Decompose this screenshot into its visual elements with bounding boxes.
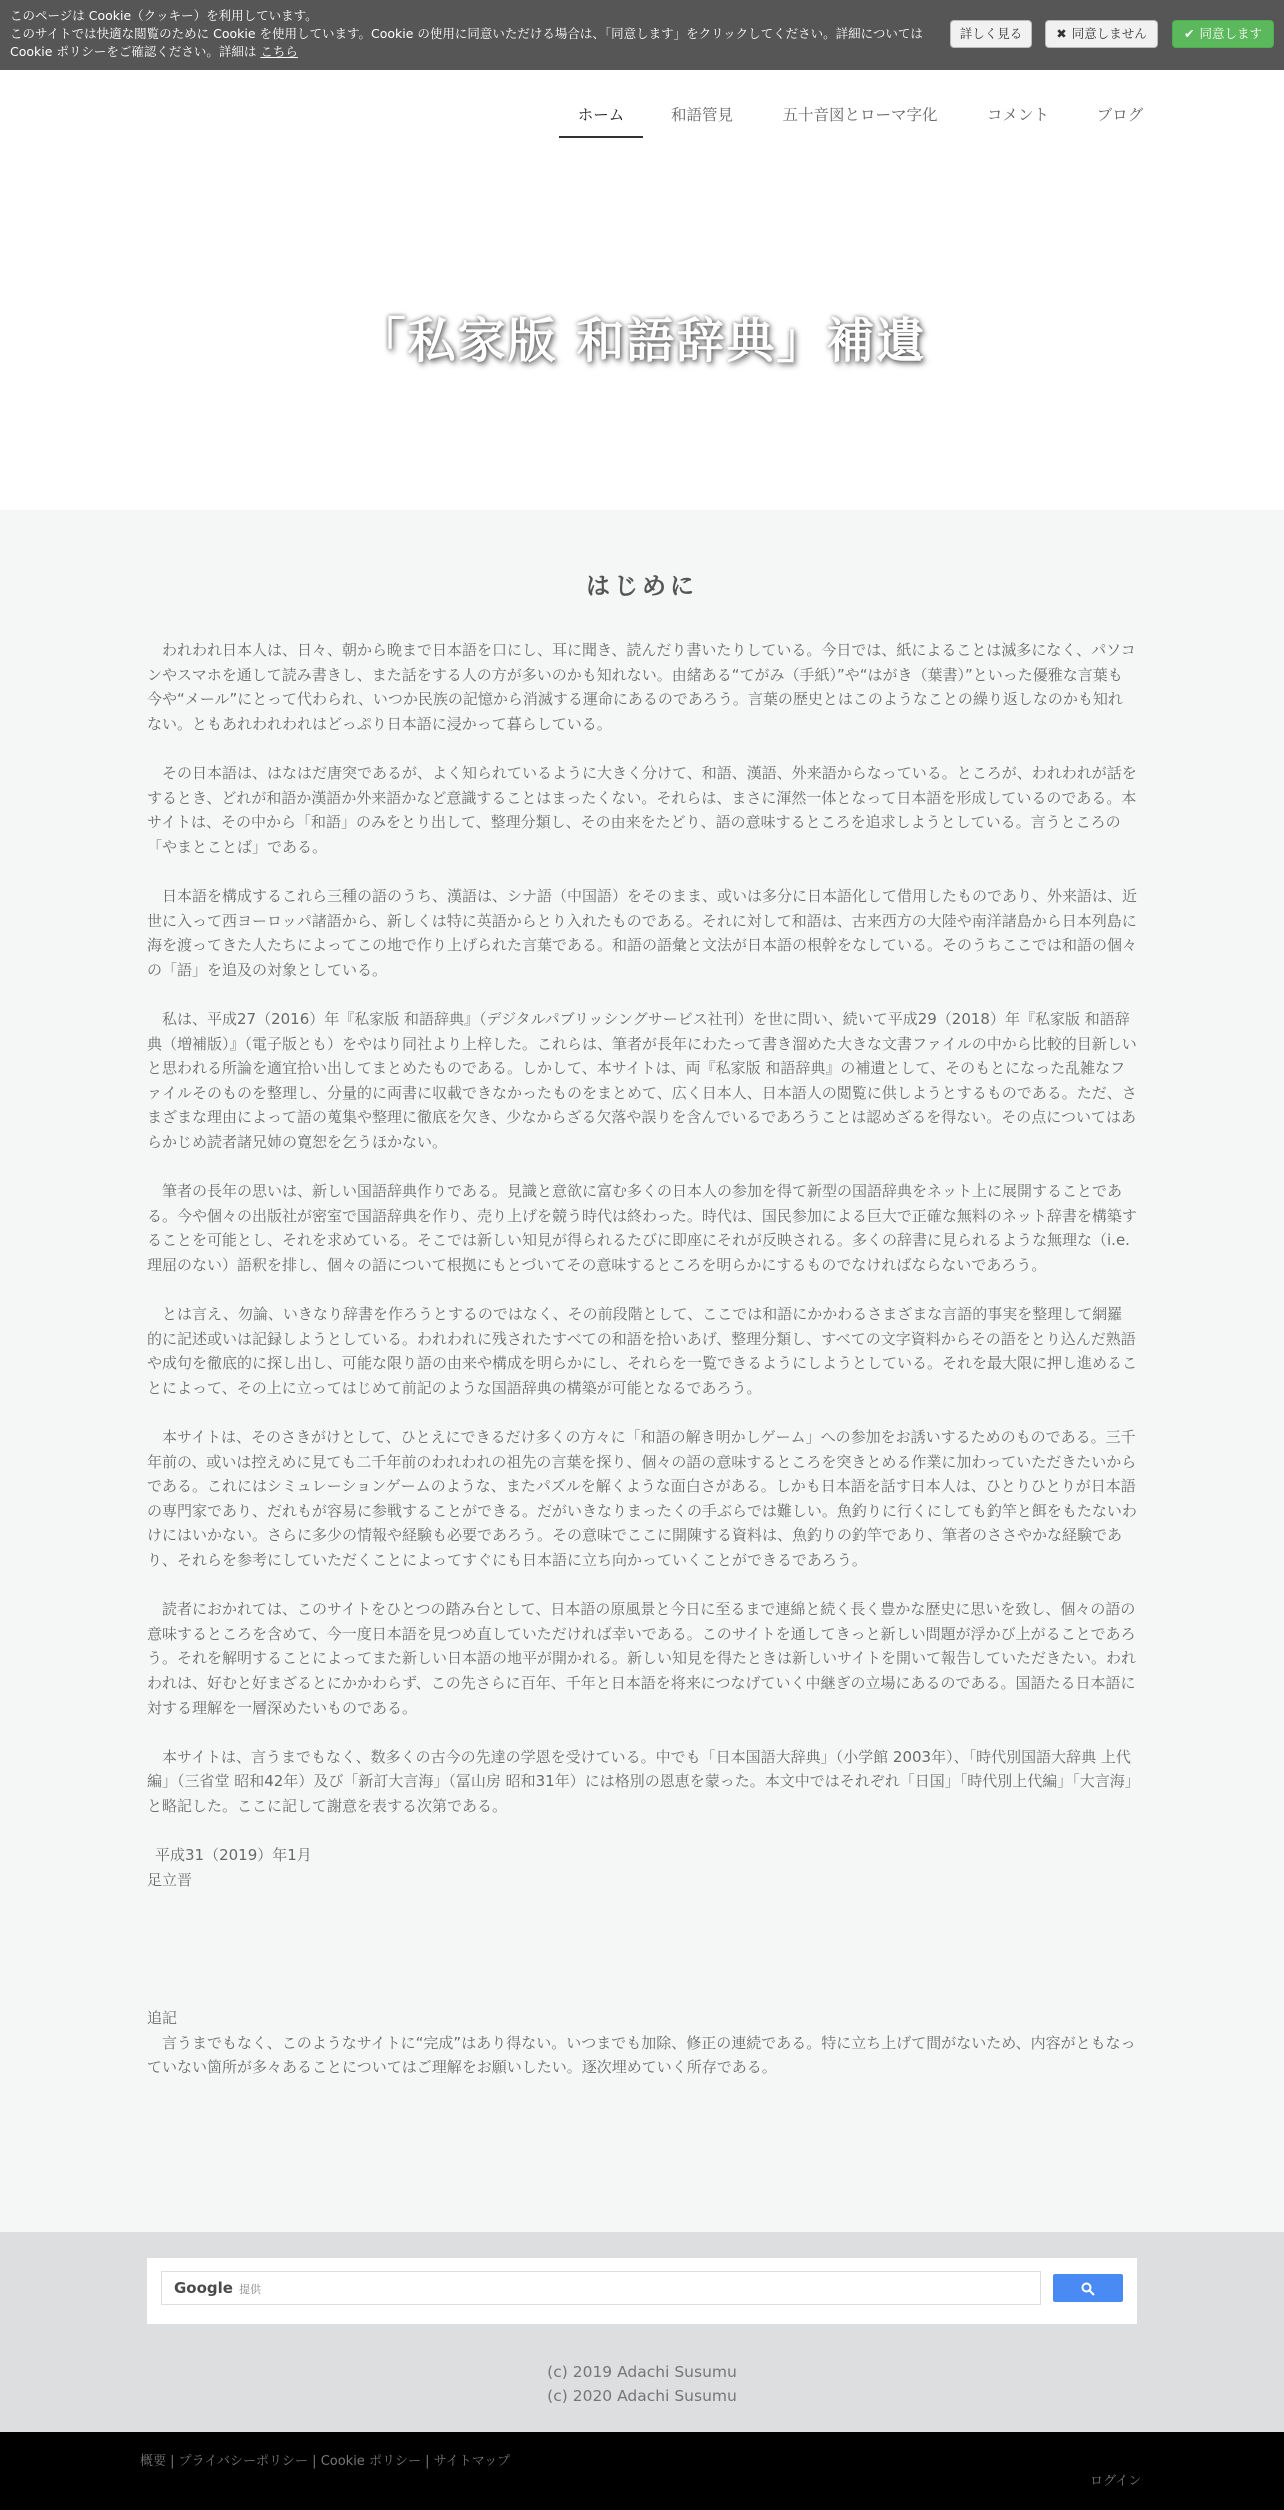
paragraph: とは言え、勿論、いきなり辞書を作ろうとするのではなく、その前段階として、ここでは和語にかかわるさまざまな言語的事実を整理して網羅的に記述或いは記録しようとしている。われわれに残されたすべての和語を拾いあげ、整理分類し、すべての文字資料からその語をとり込んだ熟語や成句を徹底的に探し出し、可能な限り語の由来や構成を明らかにし、それらを一覧できるようにしようとしている。それを最大限に押し進めることによって、その上に立ってはじめて前記のような国語辞典の構築が可能となるであろう。 — [147, 1305, 1138, 1397]
paragraph: われわれ日本人は、日々、朝から晩まで日本語を口にし、耳に聞き、読んだり書いたりしている。今日では、紙によることは滅多になく、パソコンやスマホを通して読み書きし、また話をする人の方が多いのかも知れない。由緒ある“てがみ（手紙）”や“はがき（葉書）”といった優雅な言葉も今や“メール”にとって代わられ、いつか民族の記憶から消滅する運命にあるのであろう。言葉の歴史とはこのようなことの繰り返しなのかも知れない。ともあれわれわれはどっぷり日本語に浸かって暮らしている。 — [147, 641, 1136, 733]
nav-item-gojuon[interactable]: 五十音図とローマ字化 — [782, 106, 938, 124]
signature-date: 平成31（2019）年1月 — [155, 1846, 312, 1865]
postscript-heading: 追記 — [147, 2009, 178, 2028]
check-icon: ✔ — [1184, 26, 1195, 41]
cookie-text — [10, 7, 940, 61]
cookie-line-1: このページは Cookie（クッキー）を利用しています。 — [10, 8, 318, 23]
footer-link-privacy[interactable]: プライバシーポリシー — [178, 2454, 309, 2469]
nav-item-comment[interactable]: コメント — [986, 106, 1049, 124]
paragraph: 筆者の長年の思いは、新しい国語辞典作りである。見識と意欲に富む多くの日本人の参加を得て新型の国語辞典をネット上に展開することである。今や個々の出版社が密室で国語辞典を作り、売り上げを競う時代は終わった。時代は、国民参加による巨大で正確な無料のネット辞書を構築することを可能とし、それを求めている。そこでは新しい知見が得られるたびに即座にそれが反映される。多くの辞書に見られるような無理な（i.e.理屈のない）語釈を排し、個々の語について根拠にもとづいてその意味するところを明らかにするものでなければならないであろう。 — [147, 1182, 1137, 1274]
copyright-line: (c) 2019 Adachi Susumu — [547, 2363, 737, 2381]
footer-separator: | — [420, 2454, 434, 2469]
login-link[interactable]: ログイン — [1090, 2474, 1142, 2489]
intro-content — [147, 638, 1137, 2105]
paragraph: 日本語を構成するこれら三種の語のうち、漢語は、シナ語（中国語）をそのまま、或いは多分に日本語化して借用したものであり、外来語は、近世に入って西ヨーロッパ諸語から、新しくは特に英語からとり入れたものである。それに対して和語は、古来西方の大陸や南洋諸島から日本列島に海を渡ってきた人たちによってこの地で作り上げられた言葉である。和語の語彙と文法が日本語の根幹をなしている。そのうちここでは和語の個々の「語」を追及の対象としている。 — [147, 886, 1138, 979]
search-icon — [1081, 2282, 1095, 2296]
nav-item-home[interactable]: ホーム — [559, 100, 643, 138]
cookie-line-2: このサイトでは快適な閲覧のために Cookie を使用しています。Cookie の使用に同意いただける場合は、「同意します」をクリックしてください。詳細については Cookie ポリシーをご確認ください。詳細は — [10, 26, 923, 59]
footer-links — [140, 2450, 510, 2469]
cookie-accept-button[interactable] — [1172, 20, 1274, 48]
paragraph: その日本語は、はなはだ唐突であるが、よく知られているように大きく分けて、和語、漢語、外来語からなっている。ところが、われわれが話をするとき、どれが和語か漢語か外来語かなど意識することはまったくない。それらは、まさに渾然一体となって日本語を形成しているのである。本サイトは、その中から「和語」のみをとり出して、整理分類し、その由来をたどり、語の意味するところを追求しようとしている。言うところの「やまとことば」である。 — [147, 763, 1137, 856]
cookie-details-label: 詳しく見る — [959, 26, 1023, 41]
hero-title: 「私家版 和語辞典」補遺 — [357, 313, 927, 369]
footer-link-overview[interactable]: 概要 — [140, 2454, 167, 2469]
search-button[interactable] — [1053, 2274, 1123, 2302]
main-nav — [0, 100, 1284, 140]
footer — [0, 2432, 1284, 2510]
copyright-line: (c) 2020 Adachi Susumu — [547, 2387, 737, 2405]
footer-separator: | — [166, 2454, 179, 2469]
cookie-accept-label: 同意します — [1199, 26, 1262, 41]
signature-author: 足立晋 — [147, 1870, 193, 1889]
x-icon: ✖ — [1056, 26, 1067, 41]
paragraph: 本サイトは、そのさきがけとして、ひとえにできるだけ多くの方々に「和語の解き明かしゲーム」への参加をお誘いするためのものである。三千年前の、或いは控えめに見ても二千年前のわれわれの祖先の言葉を探り、個々の語の意味するところを突きとめる作業に加わっていただきたいからである。これにはシミュレーションゲームのような、またパズルを解くような面白さがある。しかも日本語を話す日本人は、ひとりひとりが日本語の専門家であり、だれもが容易に参戦することができる。だがいきなりまったくの手ぶらでは難しい。魚釣りに行くにしても釣竿と餌をもたないわけにはいかない。さらに多少の情報や経験も必要であろう。その意味でここに開陳する資料は、魚釣りの釣竿であり、筆者のささやかな経験であり、それらを参考にしていただくことによってすぐにも日本語に立ち向かっていくことができるであろう。 — [147, 1428, 1137, 1569]
search-section — [0, 2232, 1284, 2432]
copyright — [0, 2360, 1284, 2408]
search-box — [147, 2258, 1137, 2324]
nav-item-wago-kanken[interactable]: 和語管見 — [670, 106, 733, 124]
nav-item-blog[interactable]: ブログ — [1096, 106, 1144, 124]
main-section — [0, 510, 1284, 2232]
paragraph: 私は、平成27（2016）年『私家版 和語辞典』（デジタルパブリッシングサービス社刊）を世に問い、続いて平成29（2018）年『私家版 和語辞典（増補版）』（電子版とも）をやはり同社より上梓した。これらは、筆者が長年にわたって書き溜めた大きな文書ファイルの中から比較的目新しいと思われる所論を適宜拾い出してまとめたものである。しかして、本サイトは、両『私家版 和語辞典』の補遺として、そのもとになった乱雑なファイルそのものを整理し、分量的に両書に収載できなかったものをまとめて、広く日本人、日本語人の閲覧に供しようとするものである。ただ、さまざまな理由によって語の蒐集や整理に徹底を欠き、少なからざる欠落や誤りを含んでいるであろうことは認めざるを得ない。その点についてはあらかじめ読者諸兄姉の寛恕を乞うほかない。 — [147, 1009, 1137, 1151]
google-logo: Google — [174, 2279, 233, 2297]
paragraph: 本サイトは、言うまでもなく、数多くの古今の先達の学恩を受けている。中でも「日本国語大辞典」（小学館 2003年）、「時代別国語大辞典 上代編」（三省堂 昭和42年）及び「新訂大言海」（冨山房 昭和31年）には格別の恩恵を蒙った。本文中ではそれぞれ「日国」「時代別上代編」「大言海」と略記した。ここに記して謝意を表する次第である。 — [147, 1747, 1133, 1815]
cookie-details-button[interactable] — [950, 20, 1032, 48]
footer-link-sitemap[interactable]: サイトマップ — [433, 2454, 511, 2469]
footer-link-cookie-policy[interactable]: Cookie ポリシー — [320, 2454, 421, 2469]
search-placeholder: 提供 — [238, 2283, 261, 2296]
section-title: はじめに — [586, 572, 698, 600]
cookie-details-link[interactable]: こちら — [260, 44, 298, 59]
cookie-banner — [0, 0, 1284, 70]
paragraph: 読者におかれては、このサイトをひとつの踏み台として、日本語の原風景と今日に至るまで連綿と続く長く豊かな歴史に思いを致し、個々の語の意味するところを含めて、今一度日本語を見つめ直していただければ幸いである。このサイトを通してきっと新しい問題が浮かび上がることであろう。それを解明することによってまた新しい日本語の地平が開かれる。新しい知見を得たときは新しいサイトを開いて報告していただきたい。われわれは、好むと好まざるとにかかわらず、この先さらに百年、千年と日本語を将来につなげていく中継ぎの立場にあるのである。国語たる日本語に対する理解を一層深めたいものである。 — [147, 1600, 1136, 1717]
cookie-decline-button[interactable] — [1045, 20, 1158, 48]
footer-separator: | — [308, 2454, 321, 2469]
cookie-decline-label: 同意しません — [1071, 26, 1147, 41]
postscript-body: 言うまでもなく、このようなサイトに“完成”はあり得ない。いつまでも加除、修正の連続である。特に立ち上げて間がないため、内容がともなっていない箇所が多々あることについてはご理解をお願いしたい。逐次埋めていく所存である。 — [147, 2033, 1136, 2077]
search-input[interactable] — [161, 2271, 1041, 2305]
